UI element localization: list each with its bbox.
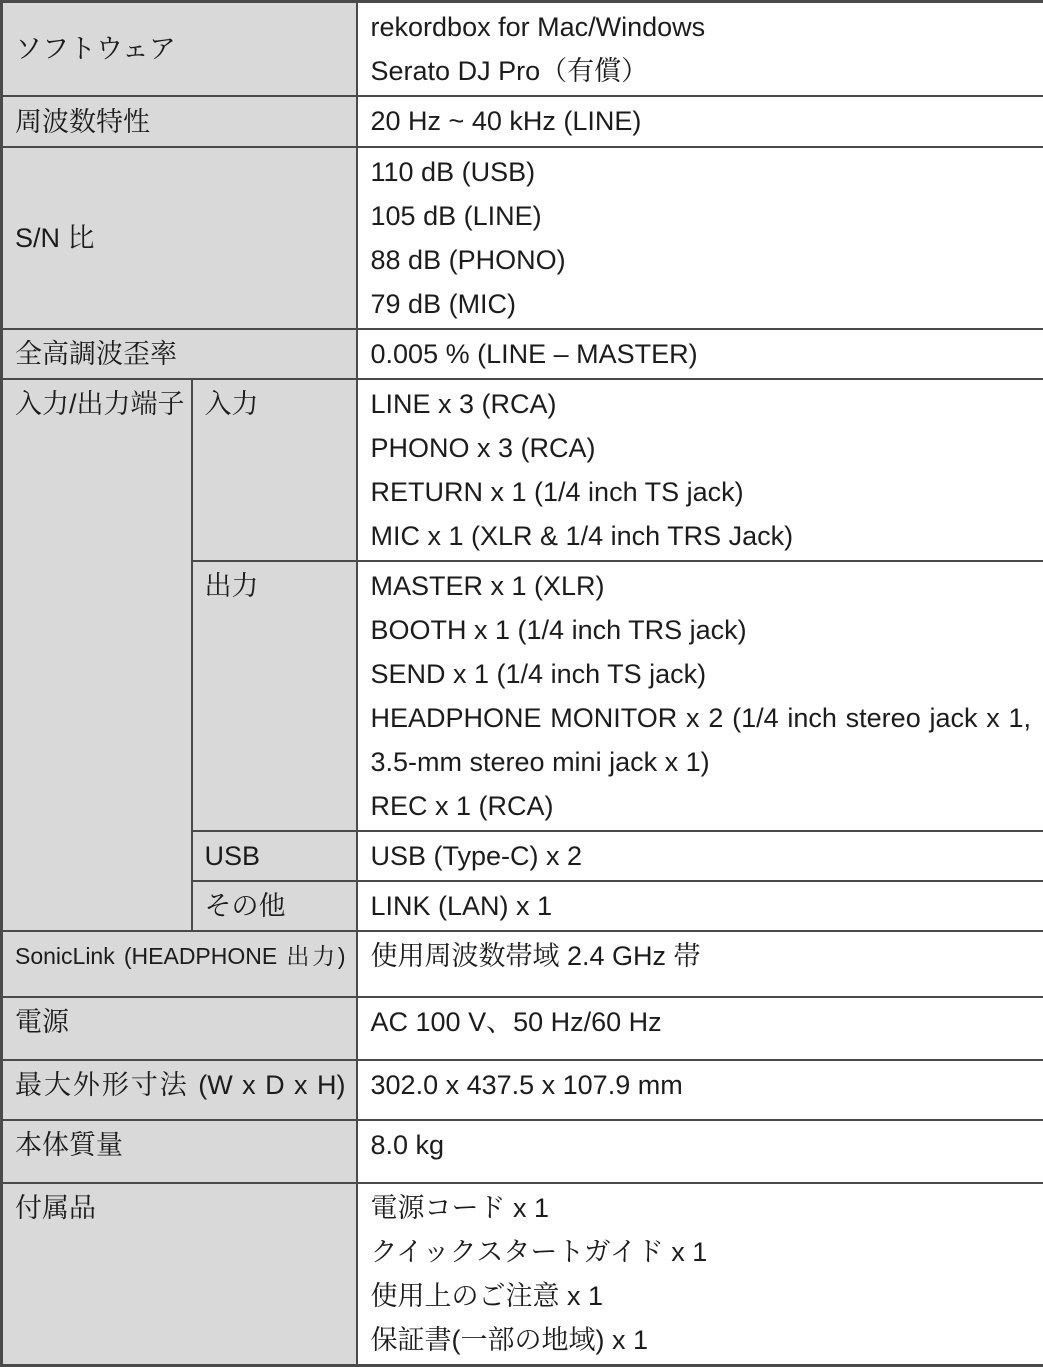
- spec-label-io-terminals: [2, 379, 192, 931]
- spec-value-line: 電源コード x 1: [371, 1186, 1032, 1230]
- spec-value-line: rekordbox for Mac/Windows: [371, 5, 1032, 49]
- spec-value-frequency-response: [357, 96, 1043, 147]
- spec-value-line: AC 100 V、50 Hz/60 Hz: [371, 1000, 1032, 1044]
- spec-value-io-output: [357, 561, 1043, 831]
- spec-label-text: ソフトウェア: [15, 27, 346, 71]
- spec-value-line: 8.0 kg: [371, 1123, 1032, 1167]
- table-row: [2, 1120, 1043, 1183]
- spec-value-line: 79 dB (MIC): [371, 282, 1032, 326]
- spec-value-software: [357, 2, 1043, 97]
- spec-label-thd: [2, 329, 357, 379]
- spec-value-line: USB (Type-C) x 2: [371, 834, 1032, 878]
- spec-label-text: 電源: [15, 1000, 346, 1044]
- table-row: [2, 1183, 1043, 1366]
- spec-value-line: RETURN x 1 (1/4 inch TS jack): [371, 470, 1032, 514]
- spec-label-text: 入力: [205, 382, 346, 426]
- spec-label-text: USB: [205, 834, 346, 878]
- spec-value-line: HEADPHONE MONITOR x 2 (1/4 inch stereo jack x 1, 3.5-mm stereo mini jack x 1): [371, 696, 1032, 784]
- spec-label-text: 出力: [205, 564, 346, 608]
- spec-label-text: 入力/出力端子: [15, 382, 181, 426]
- spec-label-text: 最大外形寸法 (W x D x H): [15, 1063, 346, 1107]
- spec-label-text: S/N 比: [15, 216, 346, 260]
- spec-value-line: PHONO x 3 (RCA): [371, 426, 1032, 470]
- spec-value-weight: [357, 1120, 1043, 1183]
- spec-label-text: 周波数特性: [15, 100, 346, 144]
- table-row: [2, 931, 1043, 997]
- spec-label-text: 付属品: [15, 1186, 346, 1230]
- spec-label-weight: [2, 1120, 357, 1183]
- spec-value-line: Serato DJ Pro（有償）: [371, 49, 1032, 93]
- table-row: [2, 1060, 1043, 1120]
- spec-value-dimensions: [357, 1060, 1043, 1120]
- table-row: [2, 329, 1043, 379]
- spec-value-line: 88 dB (PHONO): [371, 238, 1032, 282]
- spec-value-io-other: [357, 881, 1043, 931]
- spec-value-line: REC x 1 (RCA): [371, 784, 1032, 828]
- spec-value-line: 保証書(一部の地域) x 1: [371, 1318, 1032, 1362]
- spec-label-power-supply: [2, 997, 357, 1060]
- table-row: [2, 147, 1043, 329]
- spec-value-line: LINK (LAN) x 1: [371, 884, 1032, 928]
- spec-label-text: その他: [205, 884, 346, 928]
- spec-value-line: 0.005 % (LINE – MASTER): [371, 332, 1032, 376]
- spec-value-accessories: [357, 1183, 1043, 1366]
- spec-value-thd: [357, 329, 1043, 379]
- spec-value-line: LINE x 3 (RCA): [371, 382, 1032, 426]
- spec-label-dimensions: [2, 1060, 357, 1120]
- spec-value-line: MASTER x 1 (XLR): [371, 564, 1032, 608]
- spec-value-snr: [357, 147, 1043, 329]
- table-row: [2, 379, 1043, 561]
- table-row: [2, 997, 1043, 1060]
- spec-label-soniclink: [2, 931, 357, 997]
- spec-label-io-input: [192, 379, 357, 561]
- spec-label-software: [2, 2, 357, 97]
- spec-value-line: 302.0 x 437.5 x 107.9 mm: [371, 1063, 1032, 1107]
- spec-label-frequency-response: [2, 96, 357, 147]
- spec-value-io-usb: [357, 831, 1043, 881]
- spec-value-line: 110 dB (USB): [371, 150, 1032, 194]
- spec-value-line: 使用上のご注意 x 1: [371, 1274, 1032, 1318]
- spec-label-io-usb: [192, 831, 357, 881]
- spec-value-soniclink: [357, 931, 1043, 997]
- spec-label-accessories: [2, 1183, 357, 1366]
- table-row: [2, 2, 1043, 97]
- spec-value-line: クイックスタートガイド x 1: [371, 1230, 1032, 1274]
- spec-value-line: BOOTH x 1 (1/4 inch TRS jack): [371, 608, 1032, 652]
- spec-value-line: 使用周波数帯域 2.4 GHz 帯: [371, 934, 1032, 978]
- spec-value-line: 20 Hz ~ 40 kHz (LINE): [371, 99, 1032, 143]
- spec-value-power-supply: [357, 997, 1043, 1060]
- spec-label-snr: [2, 147, 357, 329]
- spec-value-line: SEND x 1 (1/4 inch TS jack): [371, 652, 1032, 696]
- spec-label-io-other: [192, 881, 357, 931]
- spec-label-text: 本体質量: [15, 1123, 346, 1167]
- spec-label-text: 全高調波歪率: [15, 332, 346, 376]
- spec-value-line: 105 dB (LINE): [371, 194, 1032, 238]
- spec-label-io-output: [192, 561, 357, 831]
- spec-label-text: SonicLink (HEADPHONE 出力): [15, 934, 346, 978]
- table-row: [2, 96, 1043, 147]
- spec-value-io-input: [357, 379, 1043, 561]
- spec-value-line: MIC x 1 (XLR & 1/4 inch TRS Jack): [371, 514, 1032, 558]
